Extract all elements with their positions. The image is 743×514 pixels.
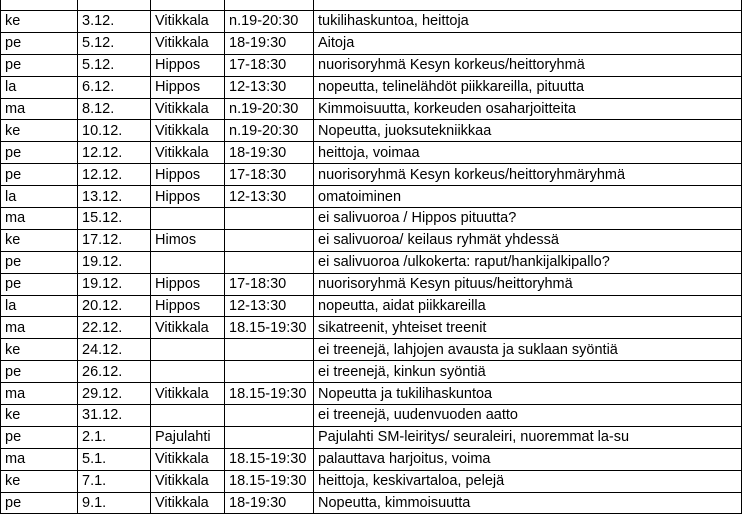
cell-time[interactable]: 18.15-19:30 [225,470,314,492]
cell-day[interactable]: la [1,295,78,317]
cell-time[interactable] [225,426,314,448]
cell-desc[interactable]: tukilihaskuntoa, heittoja [314,11,742,33]
cell-day[interactable]: pe [1,164,78,186]
table-row [1,54,742,76]
cell-desc[interactable]: Aitoja [314,32,742,54]
cell-place[interactable] [151,361,225,383]
cell-place[interactable]: Vitikkala [151,32,225,54]
cell-date[interactable]: 6.12. [78,76,151,98]
cell-time[interactable]: n.19-20:30 [225,11,314,33]
cell-place[interactable]: Hippos [151,295,225,317]
table-row [1,208,742,230]
table-row [1,383,742,405]
cell-date[interactable]: 5.12. [78,32,151,54]
cell-day[interactable]: la [1,186,78,208]
cell-date[interactable]: 9.1. [78,492,151,514]
cell[interactable] [151,0,225,11]
cell-desc[interactable]: Nopeutta, kimmoisuutta [314,492,742,514]
cell-day[interactable]: pe [1,251,78,273]
cell-date[interactable]: 15.12. [78,208,151,230]
cell-place[interactable]: Vitikkala [151,317,225,339]
cell-desc[interactable]: omatoiminen [314,186,742,208]
cell-day[interactable]: pe [1,54,78,76]
cell-date[interactable]: 19.12. [78,251,151,273]
cell-time[interactable]: 17-18:30 [225,54,314,76]
cell-desc[interactable]: sikatreenit, yhteiset treenit [314,317,742,339]
cell-date[interactable]: 8.12. [78,98,151,120]
cell-date[interactable]: 12.12. [78,142,151,164]
cell-desc[interactable]: ei treenejä, lahjojen avausta ja suklaan syöntiä [314,339,742,361]
cell-time[interactable]: 18.15-19:30 [225,317,314,339]
cell-day[interactable]: ke [1,339,78,361]
cell-place[interactable]: Vitikkala [151,98,225,120]
cell-desc[interactable]: ei salivuoroa / Hippos pituutta? [314,208,742,230]
cell-day[interactable]: ma [1,448,78,470]
cell-desc[interactable]: nopeutta, aidat piikkareilla [314,295,742,317]
table-row [1,295,742,317]
cell-place[interactable]: Vitikkala [151,11,225,33]
cell-time[interactable]: n.19-20:30 [225,120,314,142]
cell-place[interactable]: Vitikkala [151,120,225,142]
cell-day[interactable]: ke [1,11,78,33]
cell-place[interactable] [151,339,225,361]
table-row [1,32,742,54]
table-row [1,186,742,208]
cell-place[interactable]: Vitikkala [151,383,225,405]
table-row [1,98,742,120]
cell-time[interactable]: 18-19:30 [225,142,314,164]
cell-time[interactable] [225,361,314,383]
cell-date[interactable]: 31.12. [78,405,151,427]
cell-day[interactable]: ma [1,208,78,230]
cell-desc[interactable]: Nopeutta, juoksutekniikkaa [314,120,742,142]
cell-desc[interactable]: palauttava harjoitus, voima [314,448,742,470]
cell-time[interactable] [225,208,314,230]
cell-place[interactable]: Vitikkala [151,470,225,492]
table-row-partial [1,0,742,11]
table-row [1,120,742,142]
cell-date[interactable]: 2.1. [78,426,151,448]
cell-date[interactable]: 20.12. [78,295,151,317]
cell-place[interactable]: Hippos [151,186,225,208]
cell-place[interactable] [151,251,225,273]
cell-place[interactable]: Hippos [151,273,225,295]
cell-day[interactable]: ma [1,383,78,405]
cell-time[interactable] [225,405,314,427]
cell-desc[interactable]: Kimmoisuutta, korkeuden osaharjoitteita [314,98,742,120]
cell-date[interactable]: 7.1. [78,470,151,492]
cell-place[interactable]: Hippos [151,164,225,186]
cell[interactable] [1,0,78,11]
cell-day[interactable]: ke [1,229,78,251]
cell-time[interactable]: 18-19:30 [225,492,314,514]
cell-desc[interactable]: nuorisoryhmä Kesyn pituus/heittoryhmä [314,273,742,295]
table-row [1,251,742,273]
cell-time[interactable]: 17-18:30 [225,164,314,186]
table-row [1,142,742,164]
cell-date[interactable]: 17.12. [78,229,151,251]
cell-place[interactable]: Hippos [151,54,225,76]
table-row [1,76,742,98]
cell-day[interactable]: pe [1,361,78,383]
schedule-rows [1,0,742,514]
cell-time[interactable] [225,339,314,361]
cell-desc[interactable]: ei treenejä, kinkun syöntiä [314,361,742,383]
table-row [1,11,742,33]
cell-desc[interactable]: ei treenejä, uudenvuoden aatto [314,405,742,427]
cell-desc[interactable]: ei salivuoroa /ulkokerta: raput/hankijalkipallo? [314,251,742,273]
cell-place[interactable]: Vitikkala [151,448,225,470]
cell-time[interactable]: n.19-20:30 [225,98,314,120]
table-row [1,470,742,492]
cell-date[interactable]: 12.12. [78,164,151,186]
cell-date[interactable]: 22.12. [78,317,151,339]
cell-date[interactable]: 24.12. [78,339,151,361]
cell-date[interactable]: 13.12. [78,186,151,208]
cell-place[interactable]: Vitikkala [151,142,225,164]
cell-desc[interactable]: heittoja, keskivartaloa, pelejä [314,470,742,492]
cell[interactable] [78,0,151,11]
cell-date[interactable]: 5.1. [78,448,151,470]
cell-day[interactable]: ke [1,470,78,492]
cell-day[interactable]: ma [1,98,78,120]
cell-desc[interactable]: Nopeutta ja tukilihaskuntoa [314,383,742,405]
cell-place[interactable] [151,405,225,427]
cell-day[interactable]: ke [1,405,78,427]
table-row [1,164,742,186]
cell-place[interactable]: Himos [151,229,225,251]
cell-place[interactable]: Vitikkala [151,492,225,514]
table-row [1,273,742,295]
table-row [1,426,742,448]
cell[interactable] [225,0,314,11]
cell-desc[interactable]: nuorisoryhmä Kesyn korkeus/heittoryhmä [314,54,742,76]
cell-date[interactable]: 5.12. [78,54,151,76]
cell-time[interactable] [225,251,314,273]
cell-time[interactable]: 17-18:30 [225,273,314,295]
cell-date[interactable]: 19.12. [78,273,151,295]
cell-desc[interactable]: nuorisoryhmä Kesyn korkeus/heittoryhmäryhmä [314,164,742,186]
cell-desc[interactable]: Pajulahti SM-leiritys/ seuraleiri, nuoremmat la-su [314,426,742,448]
cell-desc[interactable]: heittoja, voimaa [314,142,742,164]
table-row [1,317,742,339]
cell-day[interactable]: ma [1,317,78,339]
cell-place[interactable]: Pajulahti [151,426,225,448]
cell-day[interactable]: ke [1,120,78,142]
cell-time[interactable]: 18.15-19:30 [225,448,314,470]
table-row [1,339,742,361]
cell-day[interactable]: la [1,76,78,98]
cell-place[interactable]: Hippos [151,76,225,98]
table-row [1,361,742,383]
table-row [1,405,742,427]
table-row [1,492,742,514]
cell-time[interactable] [225,229,314,251]
table-row [1,229,742,251]
cell-desc[interactable]: ei salivuoroa/ keilaus ryhmät yhdessä [314,229,742,251]
cell-date[interactable]: 29.12. [78,383,151,405]
cell-day[interactable]: pe [1,142,78,164]
cell-date[interactable]: 26.12. [78,361,151,383]
cell-place[interactable] [151,208,225,230]
cell-time[interactable]: 12-13:30 [225,76,314,98]
table-row [1,448,742,470]
cell[interactable] [314,0,742,11]
cell-date[interactable]: 10.12. [78,120,151,142]
cell-time[interactable]: 12-13:30 [225,295,314,317]
cell-time[interactable]: 12-13:30 [225,186,314,208]
cell-date[interactable]: 3.12. [78,11,151,33]
cell-day[interactable]: pe [1,32,78,54]
cell-time[interactable]: 18-19:30 [225,32,314,54]
cell-day[interactable]: pe [1,492,78,514]
cell-day[interactable]: pe [1,273,78,295]
cell-day[interactable]: pe [1,426,78,448]
cell-desc[interactable]: nopeutta, telinelähdöt piikkareilla, pituutta [314,76,742,98]
cell-time[interactable]: 18.15-19:30 [225,383,314,405]
